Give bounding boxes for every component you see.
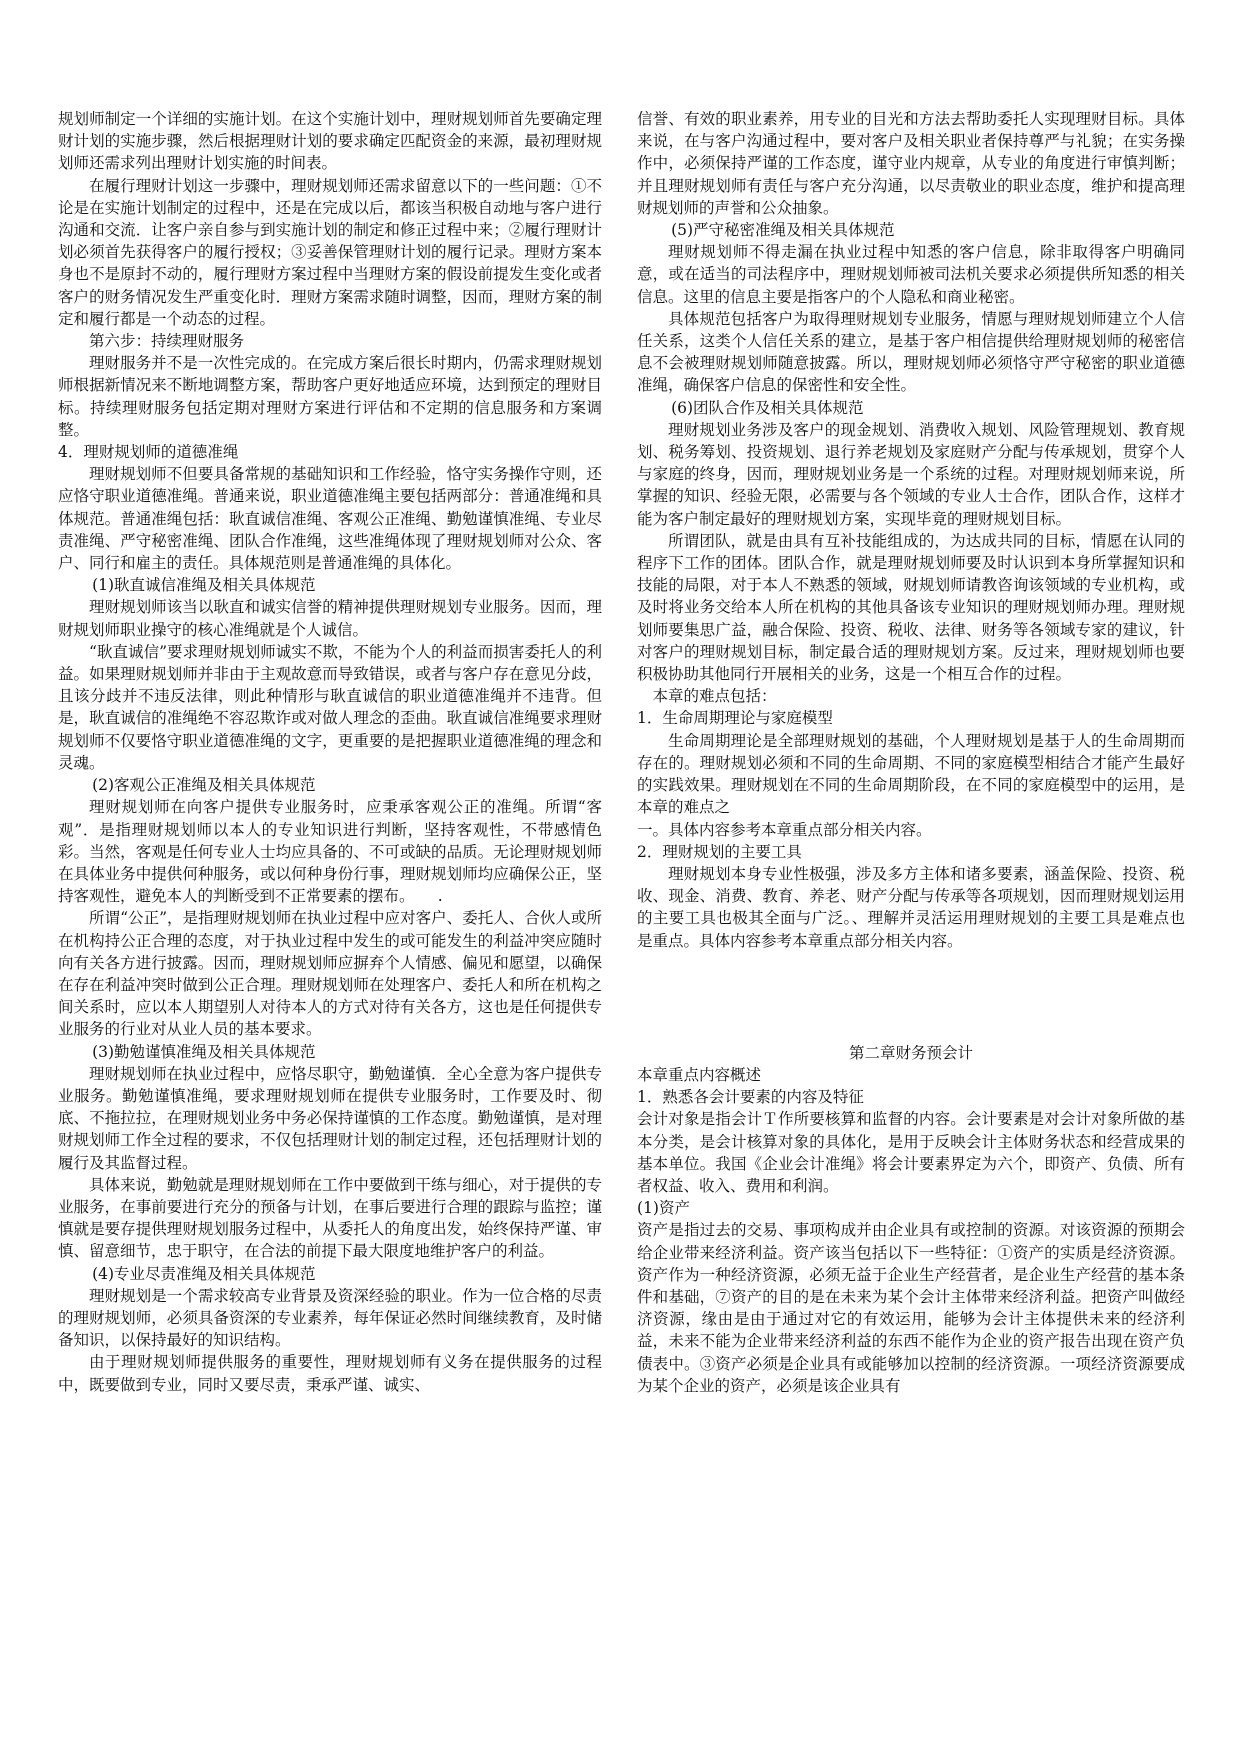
chapter-heading: 第二章财务预会计 — [848, 1043, 973, 1062]
paragraph: 理财规划本身专业性极强，涉及多方主体和诸多要素，涵盖保险、投资、税收、现金、消费、教育、养老、财产分配与传承等各项规划，因而理财规划运用的主要工具也极其全面与广泛。、理解并灵活运用理财规划的主要工具是难点也是重点。具体内容参考本章重点部分相关内容。 — [637, 864, 1185, 950]
section-heading: (4)专业尽责准绳及相关具体规范 — [92, 1264, 316, 1283]
paragraph: 1．熟悉各会计要素的内容及特征 — [637, 1088, 864, 1107]
section-heading: (6)团队合作及相关具体规范 — [671, 398, 864, 417]
left-column — [58, 108, 602, 1396]
paragraph: 理财规划师在执业过程中，应恪尽职守，勤勉谨慎．全心全意为客户提供专业服务。勤勉谨慎准绳，要求理财规划师在提供专业服务时，工作要及时、彻底、不拖拉拉，在理财规划业务中务必保持谨慎的工作态度。勤勉谨慎，是对理财规划师工作全过程的要求，不仅包括理财计划的制定过程，还包括理财计划的履行及其监督过程。 — [58, 1064, 602, 1172]
paragraph: 具体规范包括客户为取得理财规划专业服务，情愿与理财规划师建立个人信任关系，这类个人信任关系的建立，是基于客户相信提供给理财规划师的秘密信息不会被理财规划师随意披露。所以，理财规划师必须恪守严守秘密的职业道德准绳，确保客户信息的保密性和安全性。 — [637, 309, 1185, 395]
paragraph: 理财规划师不但要具备常规的基础知识和工作经验，恪守实务操作守则，还应恪守职业道德准绳。普通来说，职业道德准绳主要包括两部分：普通准绳和具体规范。普通准绳包括：耿直诚信准绳、客观公正准绳、勤勉谨慎准绳、专业尽责准绳、严守秘密准绳、团队合作准绳，这些准绳体现了理财规划师对公众、客户、同行和雇主的责任。具体规范则是普通准绳的具体化。 — [58, 465, 602, 573]
paragraph: 4．理财规划师的道德准绳 — [58, 443, 239, 462]
paragraph — [637, 968, 1185, 1026]
paragraph: “耿直诚信”要求理财规划师诚实不欺，不能为个人的利益而损害委托人的利益。如果理财规划师并非由于主观故意而导致错误，或者与客户存在意见分歧，且该分歧并不违反法律，则此种情形与耿直诚信的职业道德准绳并不违背。但是，耿直诚信的准绳绝不容忍欺诈或对做人理念的歪曲。耿直诚信准绳要求理财规划师不仅要恪守职业道德准绳的文字，更重要的是把握职业道德准绳的理念和灵魂。 — [58, 642, 602, 772]
paragraph: 本章的难点包括： — [637, 687, 777, 706]
paragraph: 生命周期理论是全部理财规划的基础，个人理财规划是基于人的生命周期而存在的。理财规划必须和不同的生命周期、不同的家庭模型相结合才能产生最好的实践效果。理财规划在不同的生命周期阶段，在不同的家庭模型中的运用，是本章的难点之 — [637, 731, 1185, 817]
paragraph: 所谓“公正”，是指理财规划师在执业过程中应对客户、委托人、合伙人或所在机构持公正合理的态度，对于执业过程中发生的或可能发生的利益冲突应随时向有关各方进行披露。因而，理财规划师应摒弃个人情感、偏见和愿望，以确保在存在利益冲突时做到公正合理。理财规划师在处理客户、委托人和所在机构之间关系时，应以本人期望别人对待本人的方式对待有关各方，这也是任何提供专业服务的行业对从业人员的基本要求。 — [58, 909, 602, 1039]
right-column — [637, 108, 1185, 1397]
paragraph: 1．生命周期理论与家庭模型 — [637, 709, 833, 728]
paragraph: 理财规划师该当以耿直和诚实信誉的精神提供理财规划专业服务。因而，理财规划师职业操守的核心准绳就是个人诚信。 — [58, 598, 602, 639]
paragraph: 由于理财规划师提供服务的重要性，理财规划师有义务在提供服务的过程中，既要做到专业，同时又要尽责，秉承严谨、诚实、 — [58, 1353, 602, 1394]
paragraph: 规划师制定一个详细的实施计划。在这个实施计划中，理财规划师首先要确定理财计划的实施步骤，然后根据理财计划的要求确定匹配资金的来源，最初理财规划师还需求列出理财计划实施的时间表。 — [58, 110, 602, 173]
paragraph: 理财规划师在向客户提供专业服务时，应秉承客观公正的准绳。所谓“客观”．是指理财规划师以本人的专业知识进行判断，坚持客观性，不带感情色彩。当然，客观是任何专业人士均应具备的、不可或缺的品质。无论理财规划师在具体业务中提供何种服务，或以何种身份行事，理财规划师均应确保公正，坚持客观性，避免本人的判断受到不正常要素的摆布。 . — [58, 798, 602, 906]
section-heading: (1)耿直诚信准绳及相关具体规范 — [92, 576, 316, 595]
paragraph: 理财规划业务涉及客户的现金规划、消费收入规划、风险管理规划、教育规划、税务筹划、投资规划、退行养老规划及家庭财产分配与传承规划，贯穿个人与家庭的终身，因而，理财规划业务是一个系统的过程。对理财规划师来说，所掌握的知识、经验无限，必需要与各个领域的专业人士合作，团队合作，这样才能为客户制定最好的理财规划方案，实现毕竟的理财规划目标。 — [637, 420, 1185, 528]
paragraph: 信誉、有效的职业素养，用专业的目光和方法去帮助委托人实现理财目标。具体来说，在与客户沟通过程中，要对客户及相关职业者保持尊严与礼貌；在实务操作中，必须保持严谨的工作态度，谨守业内规章，从专业的角度进行审慎判断；并且理财规划师有责任与客户充分沟通，以尽责敬业的职业态度，维护和提高理财规划师的声誉和公众抽象。 — [637, 110, 1185, 217]
paragraph: 理财规划是一个需求较高专业背景及资深经验的职业。作为一位合格的尽责的理财规划师，必须具备资深的专业素养，每年保证必然时间继续教育，及时储备知识，以保持最好的知识结构。 — [58, 1286, 602, 1350]
paragraph: 第六步：持续理财服务 — [89, 332, 245, 351]
paragraph: 2．理财规划的主要工具 — [637, 842, 802, 861]
paragraph: 资产是指过去的交易、事项构成并由企业具有或控制的资源。对该资源的预期会给企业带来经济利益。资产该当包括以下一些特征：①资产的实质是经济资源。资产作为一种经济资源，必须无益于企业生产经营者，是企业生产经营的基本条件和基础，⑦资产的目的是在未来为某个会计主体带来经济利益。把资产叫做经济资源，缘由是由于通过对它的有效运用，能够为会计主体提供未来的经济利益，未来不能为企业带来经济利益的东西不能作为企业的资产报告出现在资产负债表中。③资产必须是企业具有或能够加以控制的经济资源。一项经济资源要成为某个企业的资产，必须是该企业具有 — [637, 1221, 1185, 1395]
paragraph: 理财服务并不是一次性完成的。在完成方案后很长时期内，仍需求理财规划师根据新情况来不断地调整方案，帮助客户更好地适应环境，达到预定的理财目标。持续理财服务包括定期对理财方案进行评估和不定期的信息服务和方案调整。 — [58, 354, 602, 439]
paragraph: 本章重点内容概述 — [637, 1065, 762, 1084]
paragraph: 一。具体内容参考本章重点部分相关内容。 — [637, 820, 932, 839]
section-heading: (5)严守秘密准绳及相关具体规范 — [671, 221, 895, 240]
paragraph: 在履行理财计划这一步骤中，理财规划师还需求留意以下的一些问题：①不论是在实施计划制定的过程中，还是在完成以后，都该当积极自动地与客户进行沟通和交流．让客户亲自参与到实施计划的制定和修正过程中来；②履行理财计划必须首先获得客户的履行授权；③妥善保管理财计划的履行记录。理财方案本身也不是原封不动的，履行理财方案过程中当理财方案的假设前提发生变化或者客户的财务情况发生严重变化时．理财方案需求随时调整，因而，理财方案的制定和履行都是一个动态的过程。 — [58, 176, 602, 328]
section-heading: (3)勤勉谨慎准绳及相关具体规范 — [92, 1042, 316, 1061]
paragraph: 具体来说，勤勉就是理财规划师在工作中要做到干练与细心，对于提供的专业服务，在事前要进行充分的预备与计划，在事后要进行合理的跟踪与监控；谨慎就是要存提供理财规划服务过程中，从委托人的角度出发，始终保持严谨、审慎、留意细节，忠于职守，在合法的前提下最大限度地维护客户的利益。 — [58, 1175, 602, 1261]
section-heading: (2)客观公正准绳及相关具体规范 — [92, 776, 316, 795]
paragraph: 会计对象是指会计Ｔ作所要核算和监督的内容。会计要素是对会计对象所做的基本分类，是会计核算对象的具体化，是用于反映会计主体财务状态和经营成果的基本单位。我国《企业会计准绳》将会计要素界定为六个，即资产、负债、所有者权益、收入、费用和利润。 — [637, 1110, 1185, 1195]
paragraph: 所谓团队，就是由具有互补技能组成的，为达成共同的目标，情愿在认同的程序下工作的团体。团队合作，就是理财规划师要及时认识到本身所掌握知识和技能的局限，对于本人不熟悉的领域，财规划师请教咨询该领域的专业机构，或及时将业务交给本人所在机构的其他具备该专业知识的理财规划师办理。理财规划师要集思广益，融合保险、投资、税收、法律、财务等各领域专家的建议，针对客户的理财规划目标，制定最合适的理财规划方案。反过来，理财规划师也要积极协助其他同行开展相关的业务，这是一个相互合作的过程。 — [637, 531, 1185, 684]
paragraph: (1)资产 — [637, 1199, 690, 1218]
paragraph: 理财规划师不得走漏在执业过程中知悉的客户信息，除非取得客户明确同意，或在适当的司法程序中，理财规划师被司法机关要求必须提供所知悉的相关信息。这里的信息主要是指客户的个人隐私和商业秘密。 — [637, 243, 1185, 306]
